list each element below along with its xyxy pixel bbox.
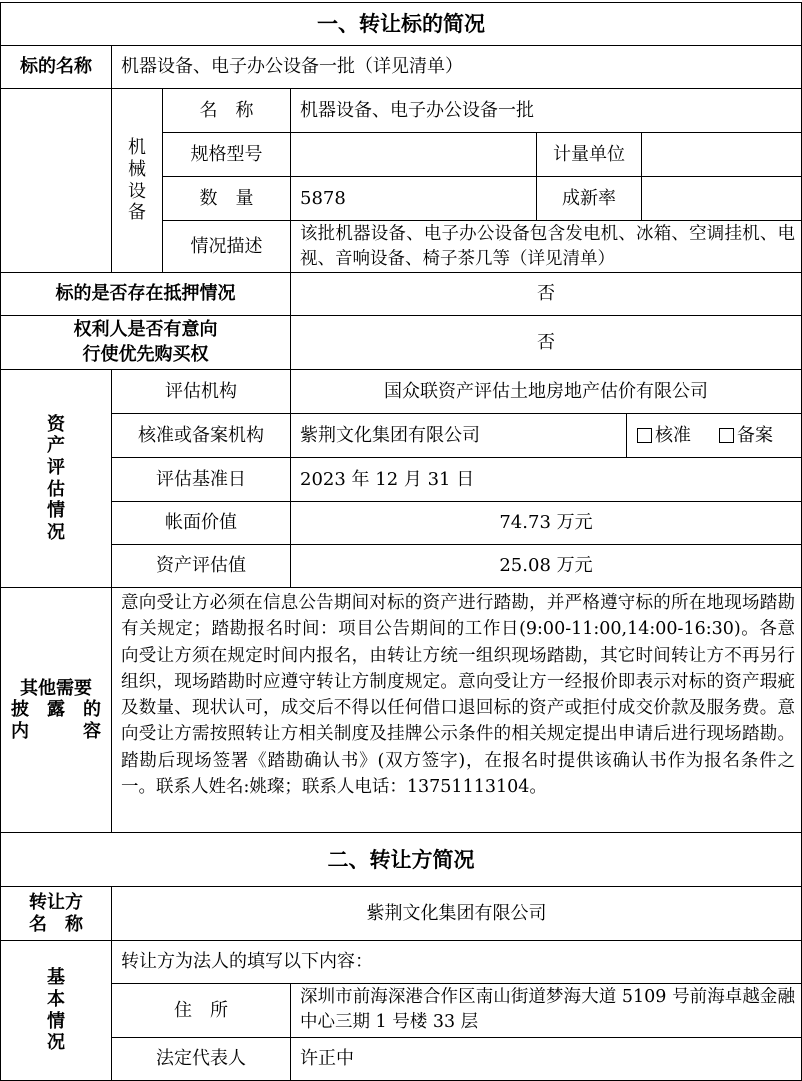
basic-group-label: 基 本 情 况 — [0, 940, 112, 1081]
spec-value — [290, 132, 537, 177]
desc-value: 该批机器设备、电子办公设备包含发电机、冰箱、空调挂机、电视、音响设备、椅子茶几等（详见清单） — [290, 220, 802, 273]
rep-value: 许正中 — [290, 1037, 802, 1081]
qty-label: 数 量 — [162, 176, 291, 221]
section1-title: 一、转让标的简况 — [0, 2, 802, 46]
name-label: 名 称 — [162, 88, 291, 133]
approval-options — [626, 413, 802, 458]
record-checkbox[interactable]: 备案 — [719, 423, 773, 448]
section2-title: 二、转让方简况 — [0, 832, 802, 887]
mortgage-value: 否 — [290, 272, 802, 316]
desc-label: 情况描述 — [162, 220, 291, 273]
qty-value: 5878 — [290, 176, 537, 221]
newness-label: 成新率 — [536, 176, 642, 221]
unit-value — [641, 132, 802, 177]
address-label: 住 所 — [111, 983, 291, 1038]
assessment-group-label: 资 产 评 估 情 况 — [0, 369, 112, 588]
machinery-group-label: 机 械 设 备 — [111, 88, 163, 273]
unit-label: 计量单位 — [536, 132, 642, 177]
assessed-value-value: 25.08 万元 — [290, 544, 802, 588]
machinery-blank — [0, 88, 112, 273]
assessed-value-label: 资产评估值 — [111, 544, 291, 588]
name-value: 机器设备、电子办公设备一批 — [290, 88, 802, 133]
spec-label: 规格型号 — [162, 132, 291, 177]
other-label: 其他需要 披 露 的 内 容 — [0, 587, 112, 833]
record-box-icon — [719, 428, 734, 443]
subject-name-value: 机器设备、电子办公设备一批（详见清单） — [111, 45, 802, 89]
newness-value — [641, 176, 802, 221]
priority-value: 否 — [290, 315, 802, 370]
approve-checkbox[interactable]: 核准 — [637, 423, 691, 448]
address-value: 深圳市前海深港合作区南山街道梦海大道 5109 号前海卓越金融中心三期 1 号楼 33 层 — [290, 983, 802, 1038]
agency-label: 评估机构 — [111, 369, 291, 414]
priority-label: 权利人是否有意向 行使优先购买权 — [0, 315, 291, 370]
book-value-label: 帐面价值 — [111, 501, 291, 545]
transferor-value: 紫荆文化集团有限公司 — [111, 886, 802, 941]
approval-value: 紫荆文化集团有限公司 — [290, 413, 627, 458]
legal-person-note: 转让方为法人的填写以下内容： — [111, 940, 802, 984]
subject-name-label: 标的名称 — [0, 45, 112, 89]
transferor-label: 转让方 名 称 — [0, 886, 112, 941]
base-date-value: 2023 年 12 月 31 日 — [290, 457, 802, 502]
approve-box-icon — [637, 428, 652, 443]
base-date-label: 评估基准日 — [111, 457, 291, 502]
agency-value: 国众联资产评估土地房地产估价有限公司 — [290, 369, 802, 414]
mortgage-label: 标的是否存在抵押情况 — [0, 272, 291, 316]
rep-label: 法定代表人 — [111, 1037, 291, 1081]
other-value: 意向受让方必须在信息公告期间对标的资产进行踏勘，并严格遵守标的所在地现场踏勘有关规定；踏勘报名时间：项目公告期间的工作日(9:00-11:00,14:00-16:30)。各意向受让方须在规定时间内报名，由转让方统一组织现场踏勘，其它时间转让方不再另行组织，现场踏勘时应遵守转让方制度规定。意向受让方一经报价即表示对标的资产瑕疵及数量、现状认可，成交后不得以任何借口退回标的资产或拒付成交价款及服务费。意向受让方需按照转让方相关制度及挂牌公示条件的相关规定提出申请后进行现场踏勘。踏勘后现场签署《踏勘确认书》(双方签字)，在报名时提供该确认书作为报名条件之一。联系人姓名:姚璨；联系人电话：13751113104。 — [111, 587, 802, 833]
approval-label: 核准或备案机构 — [111, 413, 291, 458]
book-value-value: 74.73 万元 — [290, 501, 802, 545]
